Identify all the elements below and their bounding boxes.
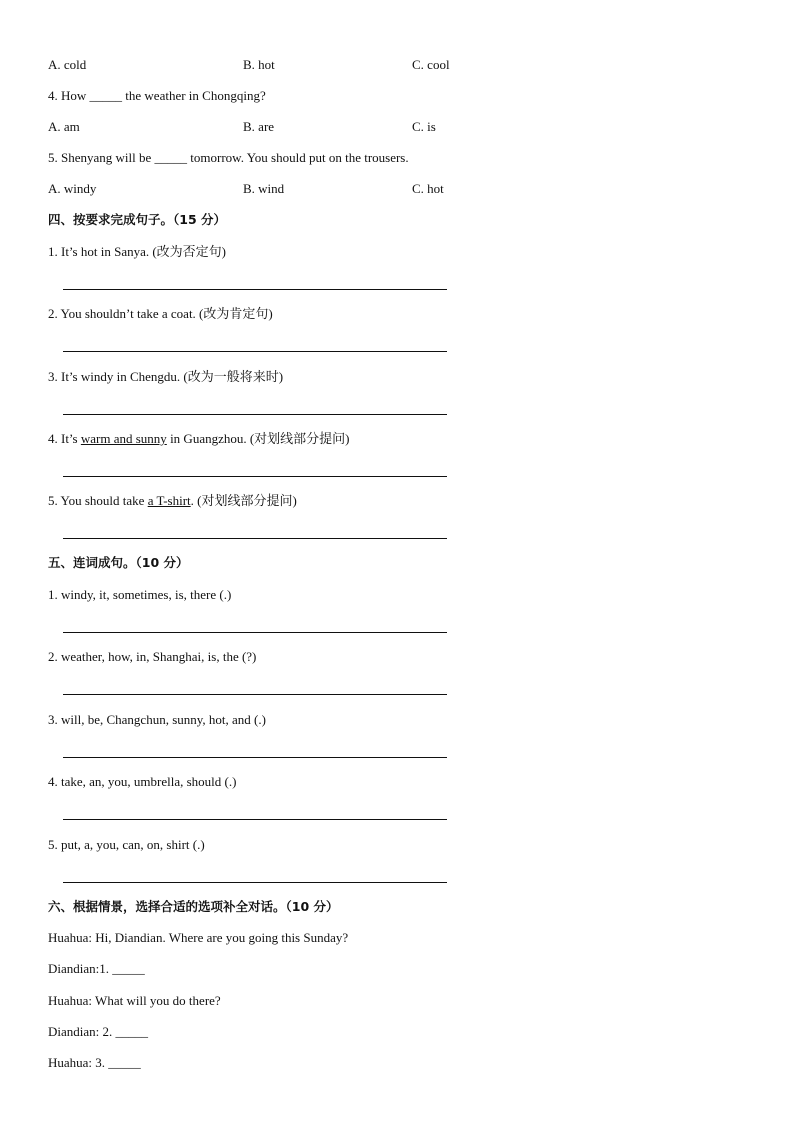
s4-item-4 [48,431,350,447]
s4-answer-line-4[interactable] [63,476,447,477]
s4-answer-line-3[interactable] [63,414,447,415]
q4-options [48,119,508,135]
q3-option-a: A. cold [48,57,87,72]
s5-answer-line-1[interactable] [63,632,447,633]
dialogue-line-4: Diandian: 2. _____ [48,1024,149,1039]
q5-option-a: A. windy [48,181,97,196]
s5-item-1: 1. windy, it, sometimes, is, there (.) [48,587,232,602]
dialogue-line-5: Huahua: 3. _____ [48,1055,141,1070]
q4-option-c: C. is [412,119,436,134]
s5-answer-line-5[interactable] [63,882,447,883]
dialogue-line-1: Huahua: Hi, Diandian. Where are you going this Sunday? [48,930,349,945]
dialogue-line-2: Diandian:1. _____ [48,961,145,976]
q5-option-c: C. hot [412,181,444,196]
q5-option-b: B. wind [243,181,285,196]
s5-answer-line-3[interactable] [63,757,447,758]
s4-answer-line-2[interactable] [63,351,447,352]
s4-item-2: 2. You shouldn’t take a coat. (改为肯定句) [48,306,273,321]
s4-item-4-underlined: warm and sunny [80,431,167,446]
s5-item-4: 4. take, an, you, umbrella, should (.) [48,774,237,789]
s4-item-5 [48,493,297,509]
section6-heading: 六、根据情景，选择合适的选项补全对话。（10 分） [48,899,339,914]
q4-option-b: B. are [243,119,275,134]
q3-options [48,57,508,73]
s5-answer-line-4[interactable] [63,819,447,820]
s4-answer-line-1[interactable] [63,289,447,290]
s5-item-5: 5. put, a, you, can, on, shirt (.) [48,837,205,852]
s4-item-4-pre: 4. It’s [48,431,81,446]
q4-text: 4. How _____ the weather in Chongqing? [48,88,266,103]
s4-item-5-pre: 5. You should take [48,493,148,508]
s4-answer-line-5[interactable] [63,538,447,539]
q3-option-c: C. cool [412,57,450,72]
section5-heading: 五、连词成句。（10 分） [48,555,189,570]
s5-answer-line-2[interactable] [63,694,447,695]
q3-option-b: B. hot [243,57,275,72]
q5-text: 5. Shenyang will be _____ tomorrow. You should put on the trousers. [48,150,409,165]
dialogue-line-3: Huahua: What will you do there? [48,993,221,1008]
q4-option-a: A. am [48,119,80,134]
s4-item-5-post: . (对划线部分提问) [190,493,297,508]
s4-item-3: 3. It’s windy in Chengdu. (改为一般将来时) [48,369,284,384]
s4-item-4-post: in Guangzhou. (对划线部分提问) [166,431,350,446]
q5-options [48,181,508,197]
s4-item-5-underlined: a T-shirt [147,493,191,508]
s5-item-2: 2. weather, how, in, Shanghai, is, the (?) [48,649,257,664]
section4-heading: 四、按要求完成句子。（15 分） [48,212,226,227]
s4-item-1: 1. It’s hot in Sanya. (改为否定句) [48,244,227,259]
s5-item-3: 3. will, be, Changchun, sunny, hot, and (.) [48,712,266,727]
